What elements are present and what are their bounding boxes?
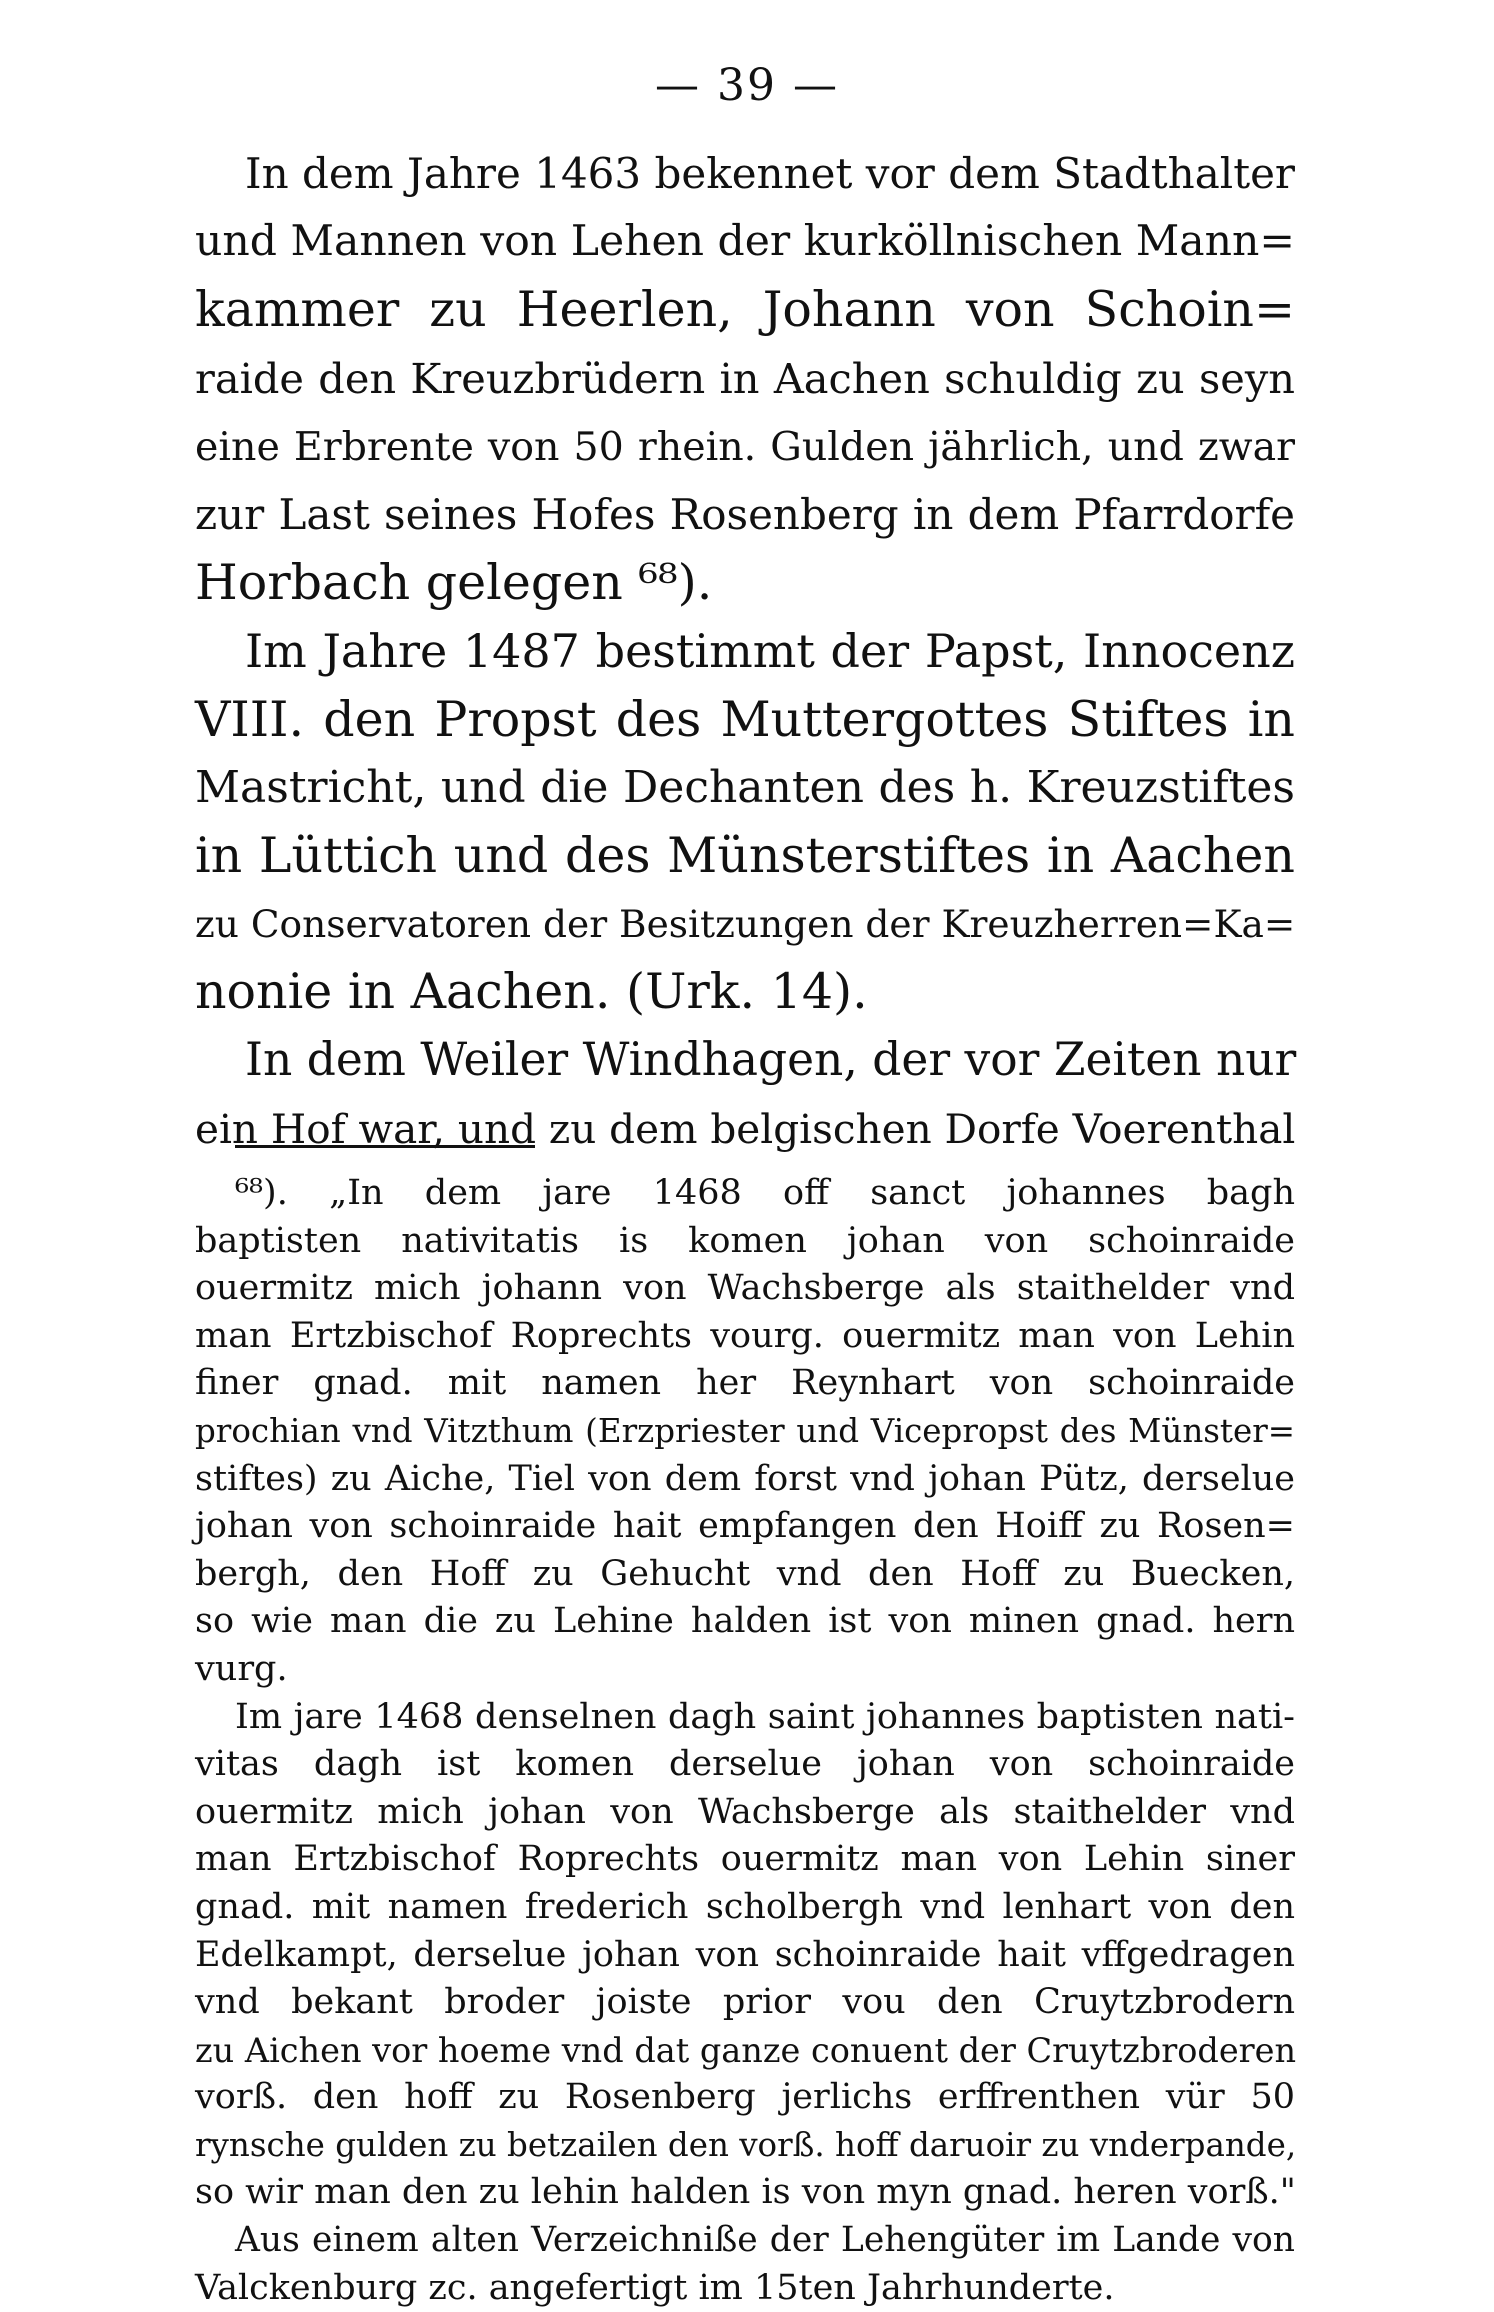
footnote-line: vurg. <box>195 1648 288 1689</box>
footnote-line: Aus einem alten Verzeichniße der Lehengüter im Lande von <box>235 2220 1295 2261</box>
text-line: zu Conservatoren der Besitzungen der Kreuzherren=Ka= <box>195 902 1296 947</box>
footnote-line: zu Aichen vor hoeme vnd dat ganze conuent der Cruytzbroderen <box>195 2030 1297 2070</box>
text-line: in Lüttich und des Münsterstiftes in Aachen <box>195 826 1295 884</box>
footnote-line: bergh, den Hoff zu Gehucht vnd den Hoff zu Buecken, <box>195 1553 1295 1594</box>
footnote-line: gnad. mit namen frederich scholbergh vnd lenhart von den <box>195 1886 1295 1927</box>
footnote-line: finer gnad. mit namen her Reynhart von schoinraide <box>195 1363 1295 1404</box>
text-line: nonie in Aachen. (Urk. 14). <box>195 963 868 1021</box>
footnote-line: vitas dagh ist komen derselue johan von schoinraide <box>195 1744 1295 1785</box>
footnote-line: ouermitz mich johann von Wachsberge als staithelder vnd <box>195 1268 1295 1309</box>
text-line: Mastricht, und die Dechanten des h. Kreuzstiftes <box>195 761 1295 813</box>
footnote-source <box>195 2217 1295 2312</box>
footnote-line: rynsche gulden zu betzailen den vorß. hoff daruoir zu vnderpande, <box>195 2125 1297 2164</box>
text-line: raide den Kreuzbrüdern in Aachen schuldig zu seyn <box>195 353 1295 403</box>
footnote-line: Valckenburg zc. angefertigt im 15ten Jahrhunderte. <box>195 2267 1115 2308</box>
footnote-line: baptisten nativitatis is komen johan von schoinraide <box>195 1220 1295 1261</box>
text-line: In dem Weiler Windhagen, der vor Zeiten nur <box>245 1033 1297 1087</box>
text-line: zur Last seines Hofes Rosenberg in dem Pfarrdorfe <box>195 489 1295 539</box>
text-line: ein Hof war, und zu dem belgischen Dorfe Voerenthal <box>195 1104 1296 1153</box>
paragraph <box>195 617 1295 1026</box>
paragraph <box>195 1026 1295 1162</box>
footnote-line: man Ertzbischof Roprechts vourg. ouermitz man von Lehin <box>195 1315 1295 1356</box>
text-line: kammer zu Heerlen, Johann von Schoin= <box>195 281 1295 339</box>
page-number: — 39 — <box>655 60 839 111</box>
text-line: eine Erbrente von 50 rhein. Gulden jährlich, und zwar <box>195 423 1295 470</box>
footnote-line: Edelkampt, derselue johan von schoinraide hait vffgedragen <box>195 1934 1295 1975</box>
footnote-line: ⁶⁸). „In dem jare 1468 off sanct johannes bagh <box>235 1173 1295 1213</box>
footnote-line: stiftes) zu Aiche, Tiel von dem forst vnd johan Pütz, derselue <box>195 1458 1295 1499</box>
footnote-line: man Ertzbischof Roprechts ouermitz man von Lehin siner <box>195 1839 1295 1880</box>
footnote-line: Im jare 1468 denselnen dagh saint johannes baptisten nati- <box>235 1696 1295 1737</box>
text-line: VIII. den Propst des Muttergottes Stiftes in <box>195 690 1295 748</box>
footnote-line: so wie man die zu Lehine halden ist von minen gnad. hern <box>195 1601 1295 1642</box>
footnote-line: ouermitz mich johan von Wachsberge als staithelder vnd <box>195 1791 1295 1832</box>
footnote-line: vnd bekant broder joiste prior vou den Cruytzbrodern <box>195 1982 1295 2023</box>
text-line: In dem Jahre 1463 bekennet vor dem Stadthalter <box>245 149 1295 198</box>
footnote-divider <box>235 1145 535 1148</box>
footnote <box>195 1170 1295 2312</box>
footnote-line: vorß. den hoff zu Rosenberg jerlichs erffrenthen vür 50 <box>195 2077 1295 2118</box>
text-line: und Mannen von Lehen der kurköllnischen Mann= <box>195 217 1295 267</box>
paragraph <box>195 140 1295 617</box>
main-text <box>195 140 1295 1163</box>
footnote-paragraph <box>195 1694 1295 2218</box>
footnote-line: johan von schoinraide hait empfangen den Hoiff zu Rosen= <box>195 1506 1295 1547</box>
text-line: Horbach gelegen ⁶⁸). <box>195 554 713 612</box>
footnote-paragraph <box>195 1170 1295 1694</box>
footnote-line: prochian vnd Vitzthum (Erzpriester und Vicepropst des Münster= <box>195 1411 1295 1450</box>
footnote-line: so wir man den zu lehin halden is von myn gnad. heren vorß." <box>195 2172 1296 2213</box>
text-line: Im Jahre 1487 bestimmt der Papst, Innocenz <box>245 624 1295 679</box>
